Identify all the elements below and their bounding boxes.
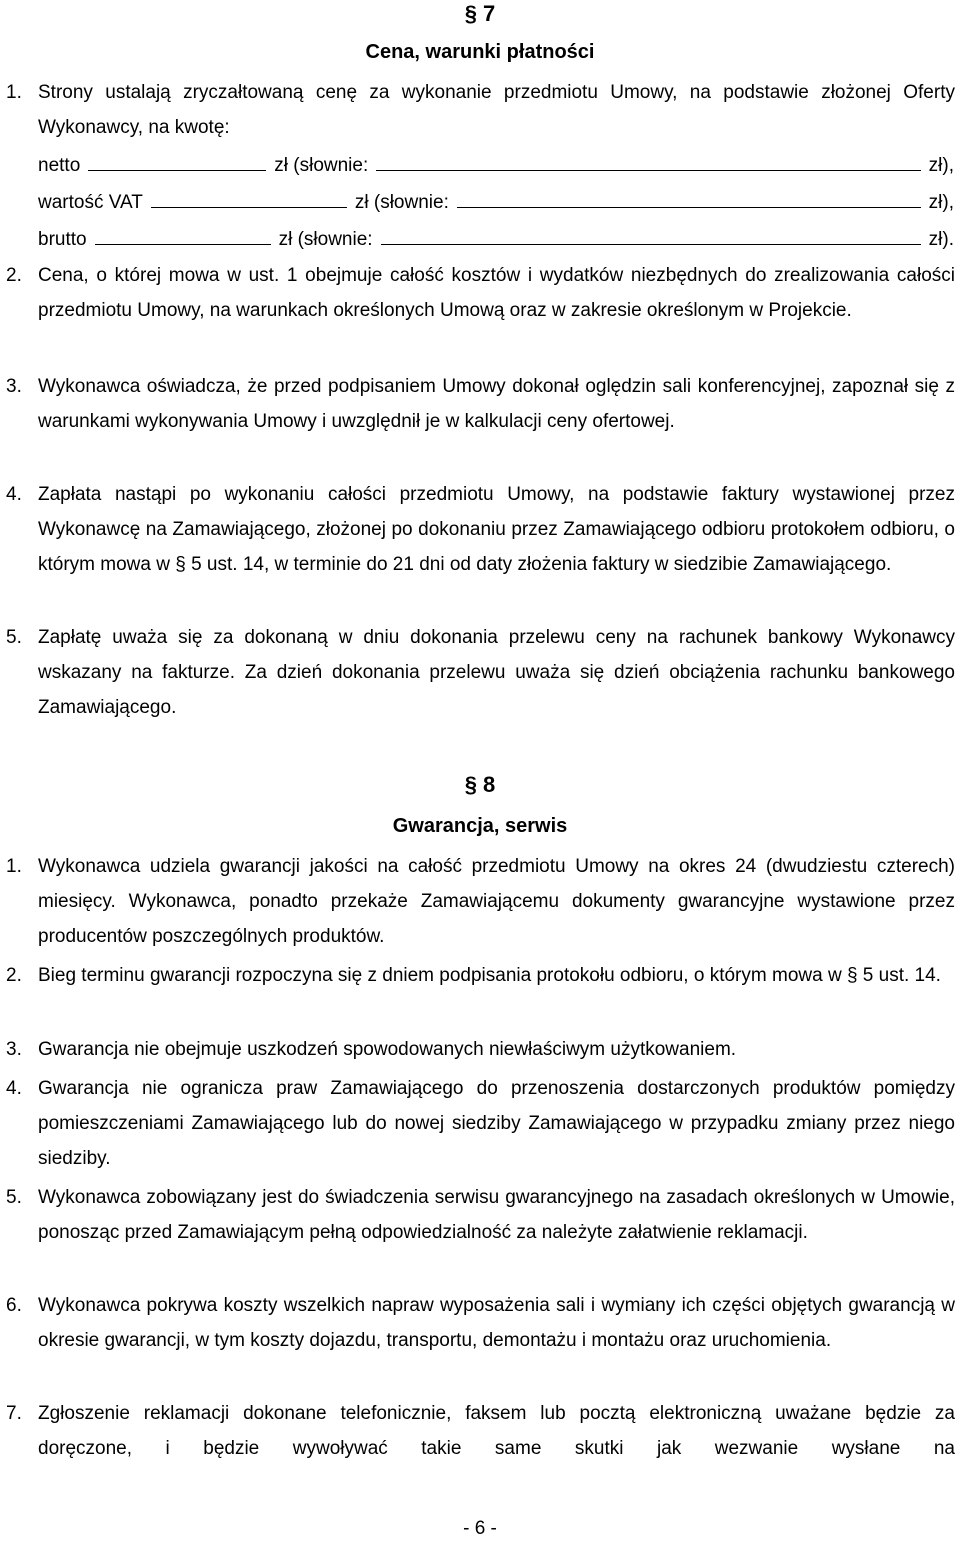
s7-item-1 bbox=[0, 75, 955, 145]
s8-item-1 bbox=[0, 849, 955, 954]
s8-item-6 bbox=[0, 1288, 955, 1358]
item-text: Gwarancja nie ogranicza praw Zamawiającego do przenoszenia dostarczonych produktów pomiędzy pomieszczeniami Zamawiającego lub do nowej siedziby Zamawiającego w przypadku zmiany przez niego siedziby. bbox=[38, 1078, 955, 1169]
amount-unit: zł (słownie: bbox=[274, 155, 369, 176]
item-text: Zapłatę uważa się za dokonaną w dniu dokonania przelewu ceny na rachunek bankowy Wykonawcy wskazany na fakturze. Za dzień dokonania przelewu uważa się dzień obciążenia rachunku bankowego Zamawiającego. bbox=[38, 627, 955, 718]
item-text: Wykonawca zobowiązany jest do świadczenia serwisu gwarancyjnego na zasadach określonych w Umowie, ponosząc przed Zamawiającym pełną odpowiedzialność za należyte załatwienie reklamacji. bbox=[38, 1187, 955, 1243]
amount-blank[interactable] bbox=[88, 154, 266, 171]
amount-unit: zł (słownie: bbox=[278, 229, 373, 250]
item-text: Zgłoszenie reklamacji dokonane telefonicznie, faksem lub pocztą elektroniczną uważane będzie za doręczone, i będzie wywoływać takie same skutki jak wezwanie wysłane na bbox=[38, 1403, 955, 1459]
item-number: 4. bbox=[6, 484, 22, 505]
s8-item-3 bbox=[0, 1032, 955, 1067]
amount-end: zł), bbox=[928, 192, 954, 213]
item-number: 7. bbox=[6, 1403, 22, 1424]
item-text: Wykonawca udziela gwarancji jakości na całość przedmiotu Umowy na okres 24 (dwudziestu czterech) miesięcy. Wykonawca, ponadto przekaże Zamawiającemu dokumenty gwarancyjne wystawione przez producentów poszczególnych produktów. bbox=[38, 856, 955, 947]
s7-item-3 bbox=[0, 369, 955, 439]
amount-blank[interactable] bbox=[95, 228, 271, 245]
item-number: 3. bbox=[6, 1039, 22, 1060]
amount-label: brutto bbox=[38, 229, 87, 250]
section-8-title: Gwarancja, serwis bbox=[392, 815, 568, 837]
amount-unit: zł (słownie: bbox=[354, 192, 449, 213]
item-text: Bieg terminu gwarancji rozpoczyna się z dniem podpisania protokołu odbioru, o którym mowa w § 5 ust. 14. bbox=[38, 965, 941, 986]
words-blank[interactable] bbox=[381, 228, 921, 245]
s8-item-7 bbox=[0, 1396, 955, 1466]
amount-end: zł), bbox=[928, 155, 954, 176]
amount-end: zł). bbox=[928, 229, 954, 250]
page-number: - 6 - bbox=[463, 1518, 497, 1539]
item-number: 1. bbox=[6, 82, 22, 103]
section-7-number: § 7 bbox=[464, 1, 496, 26]
s7-item-5 bbox=[0, 620, 955, 725]
s7-item-4 bbox=[0, 477, 955, 582]
amount-row-brutto bbox=[38, 222, 954, 257]
s8-item-2 bbox=[0, 958, 955, 993]
item-text: Zapłata nastąpi po wykonaniu całości przedmiotu Umowy, na podstawie faktury wystawionej przez Wykonawcę na Zamawiającego, złożonej po dokonaniu przez Zamawiającego odbioru protokołem odbioru, o którym mowa w § 5 ust. 14, w terminie do 21 dni od daty złożenia faktury w siedzibie Zamawiającego. bbox=[38, 484, 955, 575]
amount-blank[interactable] bbox=[151, 191, 347, 208]
amount-label: wartość VAT bbox=[38, 192, 143, 213]
item-text: Gwarancja nie obejmuje uszkodzeń spowodowanych niewłaściwym użytkowaniem. bbox=[38, 1039, 737, 1060]
amount-label: netto bbox=[38, 155, 81, 176]
s8-item-5 bbox=[0, 1180, 955, 1250]
item-text: Strony ustalają zryczałtowaną cenę za wykonanie przedmiotu Umowy, na podstawie złożonej Oferty Wykonawcy, na kwotę: bbox=[38, 82, 955, 138]
section-7-title: Cena, warunki płatności bbox=[365, 41, 595, 63]
amount-row-netto bbox=[38, 148, 954, 183]
item-number: 2. bbox=[6, 965, 22, 986]
item-number: 2. bbox=[6, 265, 22, 286]
item-number: 5. bbox=[6, 1187, 22, 1208]
item-number: 4. bbox=[6, 1078, 22, 1099]
item-text: Wykonawca pokrywa koszty wszelkich napraw wyposażenia sali i wymiany ich części objętych gwarancją w okresie gwarancji, w tym koszty dojazdu, transportu, demontażu i montażu oraz uruchomienia. bbox=[38, 1295, 955, 1351]
item-number: 3. bbox=[6, 376, 22, 397]
amount-row-vat bbox=[38, 185, 954, 220]
s8-item-4 bbox=[0, 1071, 955, 1176]
words-blank[interactable] bbox=[457, 191, 921, 208]
section-8-number: § 8 bbox=[464, 772, 496, 797]
item-number: 6. bbox=[6, 1295, 22, 1316]
item-text: Wykonawca oświadcza, że przed podpisaniem Umowy dokonał oględzin sali konferencyjnej, zapoznał się z warunkami wykonywania Umowy i uwzględnił je w kalkulacji ceny ofertowej. bbox=[38, 376, 955, 432]
item-text: Cena, o której mowa w ust. 1 obejmuje całość kosztów i wydatków niezbędnych do zrealizowania całości przedmiotu Umowy, na warunkach określonych Umową oraz w zakresie określonym w Projekcie. bbox=[38, 265, 955, 321]
words-blank[interactable] bbox=[376, 154, 920, 171]
item-number: 5. bbox=[6, 627, 22, 648]
s7-item-2 bbox=[0, 258, 955, 328]
item-number: 1. bbox=[6, 856, 22, 877]
